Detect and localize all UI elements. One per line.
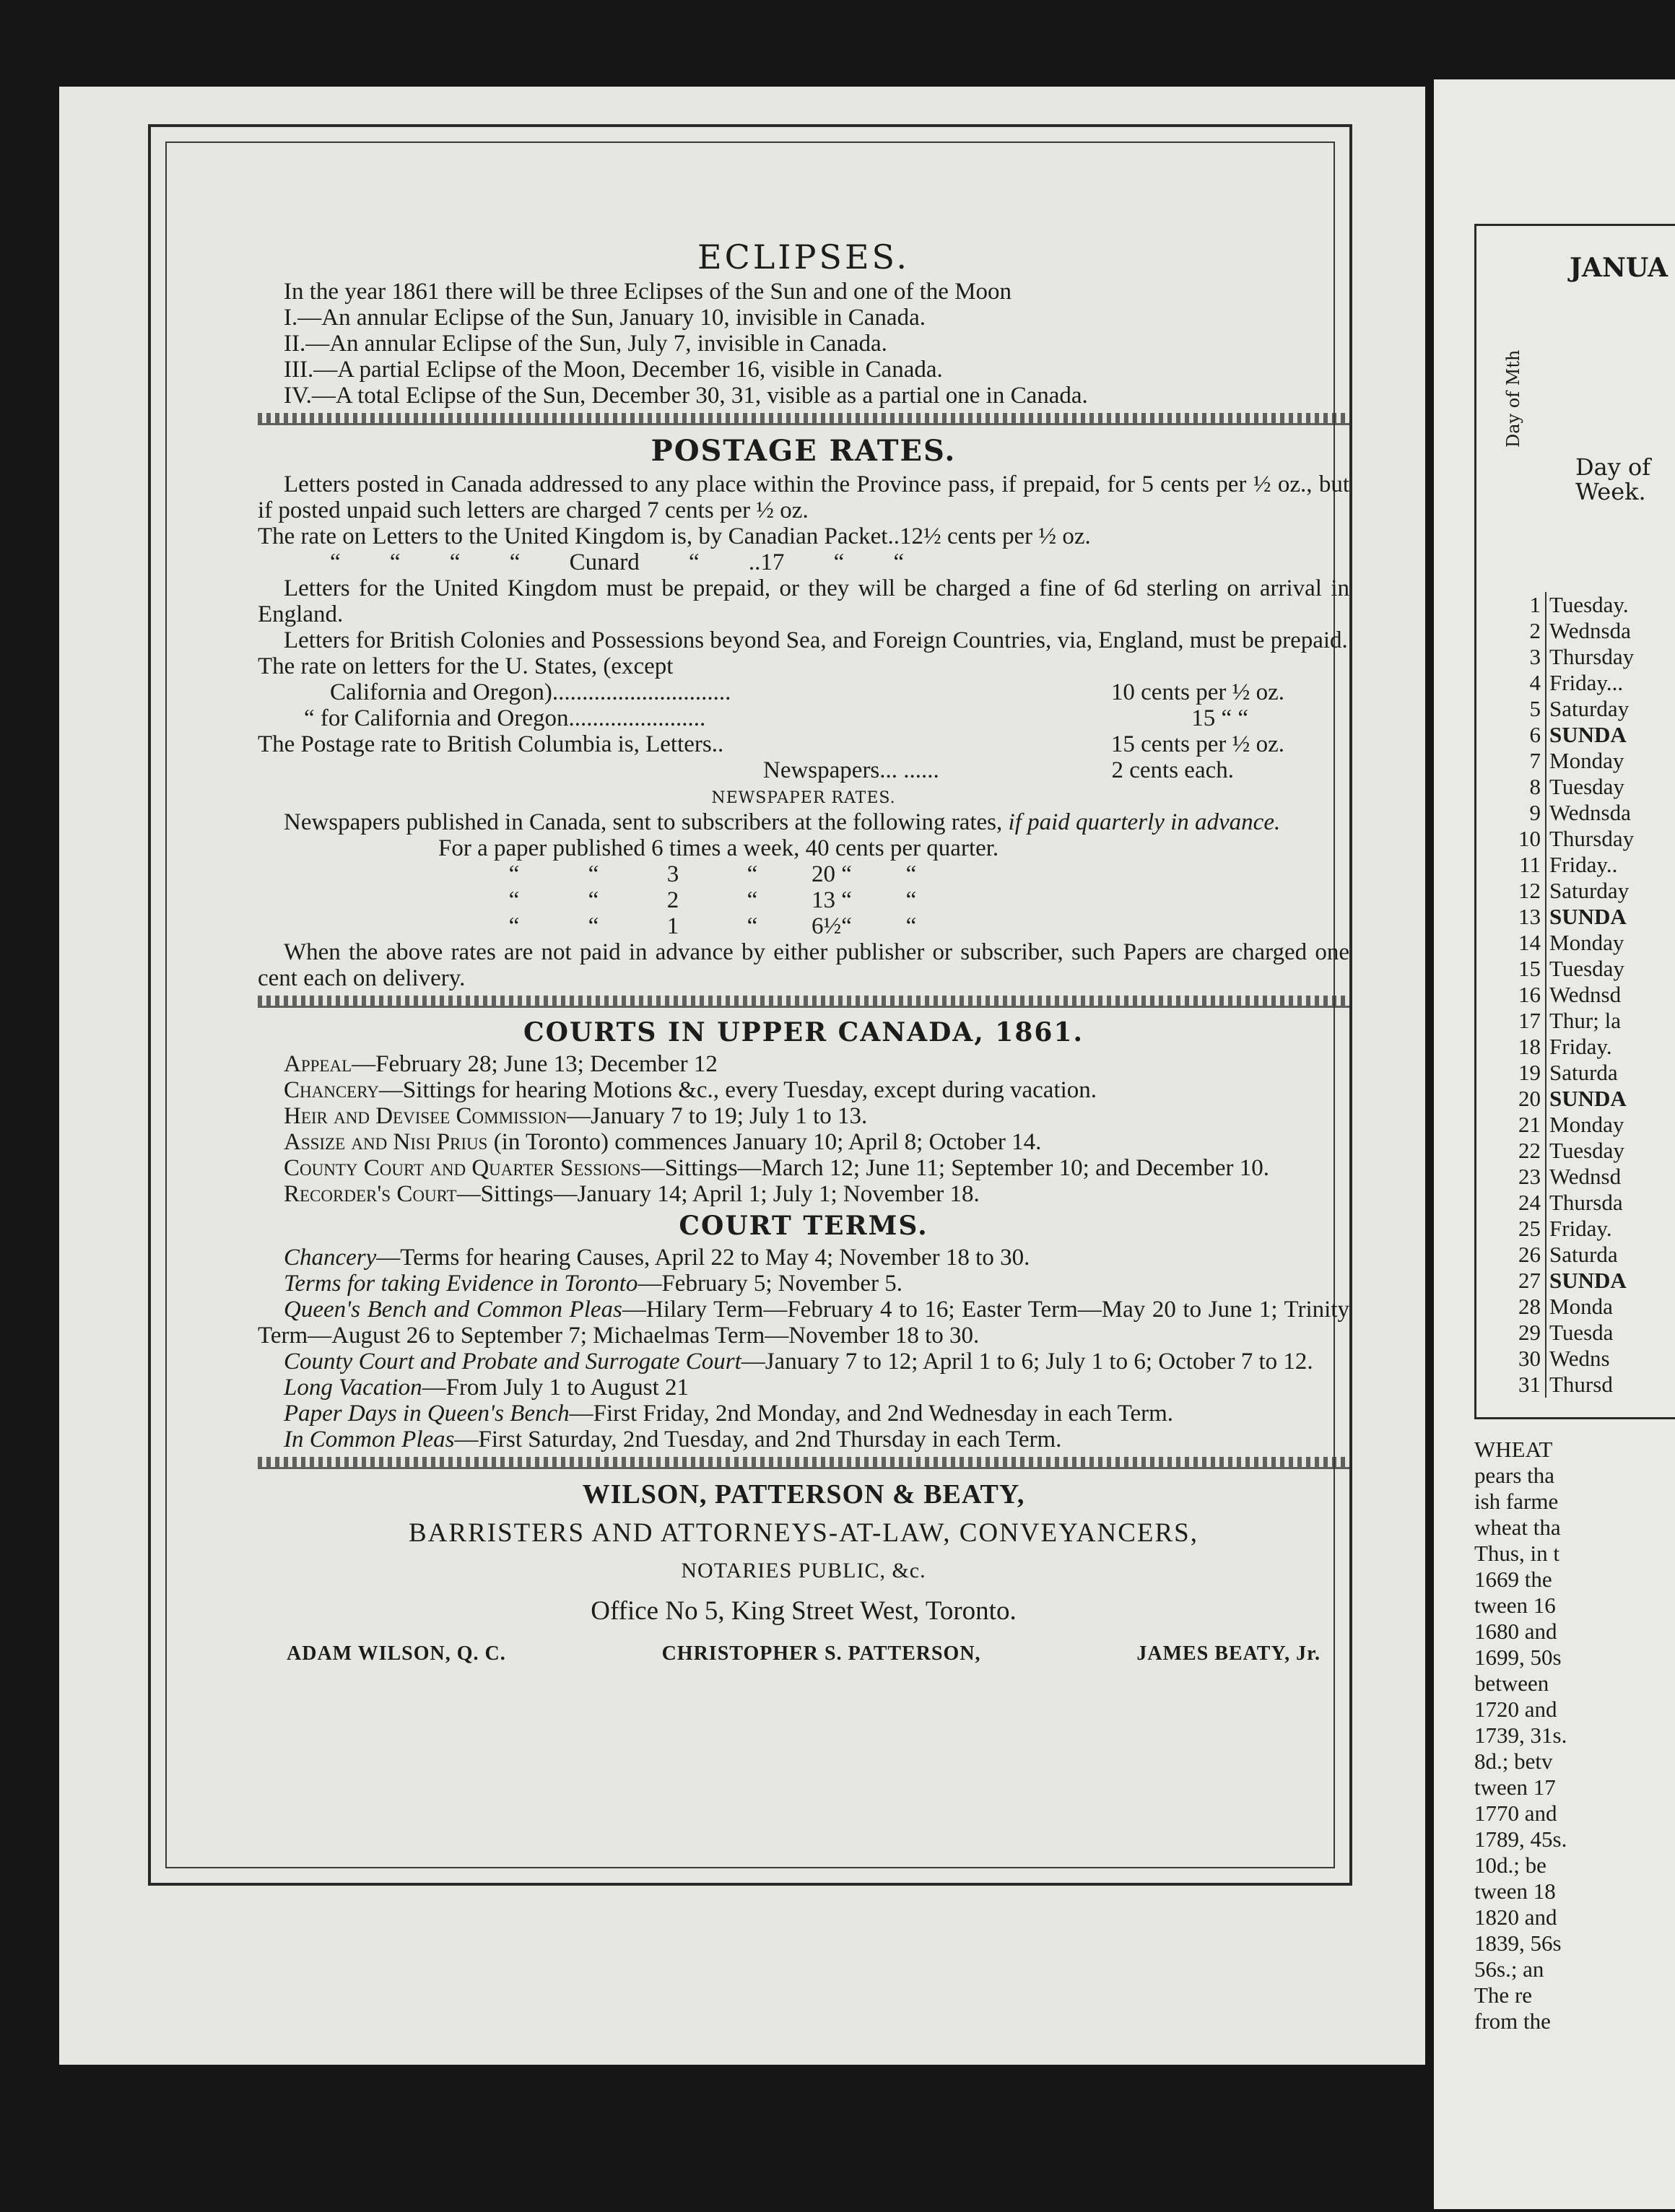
calendar-row (1477, 826, 1675, 852)
calendar-day-number: 3 (1477, 644, 1546, 670)
eclipse-item: II.—An annular Eclipse of the Sun, July 7, invisible in Canada. (284, 331, 887, 357)
wheat-article-line: WHEAT (1474, 1437, 1553, 1462)
courts-list (258, 1051, 1349, 1207)
calendar-day-number: 19 (1477, 1060, 1546, 1086)
term-dates: —Hilary Term—February 4 to 16; Easter Term—May 20 to June 1; Trinity Term—August 26 to September 7; Michaelmas Term—November 18 to 30. (258, 1297, 1349, 1349)
wheat-article-line: 1669 the (1474, 1567, 1552, 1592)
rate-cell: “ (747, 887, 758, 913)
newspaper-paragraph: When the above rates are not paid in advance by either publisher or subscriber, such Papers are charged one cent each on delivery. (258, 939, 1349, 991)
calendar-day-number: 5 (1477, 696, 1546, 722)
rate-cell: “ (905, 887, 917, 913)
calendar-day-number: 17 (1477, 1008, 1546, 1034)
wheat-article-line: 8d.; betv (1474, 1749, 1553, 1774)
calendar-weekday: SUNDA (1549, 1086, 1627, 1111)
court-entry (258, 1181, 1349, 1207)
calendar-row (1477, 1138, 1675, 1164)
newspaper-rate-row (258, 887, 1349, 913)
calendar-row (1477, 852, 1675, 878)
divider (258, 413, 1349, 425)
calendar-weekday: Thursda (1549, 1190, 1623, 1215)
wheat-article-line: 1770 and (1474, 1800, 1557, 1826)
firm-notaries: NOTARIES PUBLIC, &c. (681, 1559, 926, 1582)
term-dates: —First Friday, 2nd Monday, and 2nd Wednesday in each Term. (569, 1401, 1174, 1427)
term-dates: —Terms for hearing Causes, April 22 to May 4; November 18 to 30. (376, 1245, 1030, 1271)
court-terms-heading: COURT TERMS. (679, 1211, 928, 1241)
wheat-article-line: 1680 and (1474, 1619, 1557, 1644)
rate-cell: “ (747, 913, 758, 939)
calendar-row (1477, 982, 1675, 1008)
court-dates: (in Toronto) commences January 10; April 8; October 14. (487, 1129, 1042, 1155)
term-name: County Court and Probate and Surrogate Court (284, 1349, 741, 1375)
eclipse-item: IV.—A total Eclipse of the Sun, December 30, 31, visible as a partial one in Canada. (284, 383, 1088, 409)
right-page (1434, 79, 1675, 2209)
rate-cell: 1 (666, 913, 679, 939)
firm-office-address: Office No 5, King Street West, Toronto. (591, 1596, 1017, 1626)
rate-cell: 3 (666, 861, 679, 887)
calendar-weekday: Monday (1549, 748, 1624, 773)
calendar-row (1477, 592, 1675, 618)
postage-rate-line (258, 757, 1349, 783)
term-entry (258, 1375, 1349, 1401)
divider (258, 1457, 1349, 1469)
court-name: Assize and Nisi Prius (284, 1129, 488, 1155)
wheat-article-line: 10d.; be (1474, 1852, 1546, 1878)
calendar-day-number: 30 (1477, 1346, 1546, 1372)
newspaper-rate-row (258, 913, 1349, 939)
rate-cell: “ (508, 861, 520, 887)
calendar-weekday: SUNDA (1549, 1268, 1627, 1293)
calendar-weekday: Thur; la (1549, 1008, 1621, 1033)
postage-rate-line (258, 731, 1349, 757)
calendar-day-number: 21 (1477, 1112, 1546, 1138)
calendar-day-number: 1 (1477, 592, 1546, 618)
court-entry (258, 1051, 1349, 1077)
wheat-article (1474, 1437, 1675, 2034)
rate-value: 15 cents per ½ oz. (1110, 731, 1284, 757)
wheat-article-line: 1699, 50s (1474, 1645, 1562, 1670)
calendar-weekday: Wedns (1549, 1346, 1610, 1371)
calendar-day-number: 27 (1477, 1268, 1546, 1294)
calendar-weekday: Wednsda (1549, 800, 1631, 825)
almanac-page-content (258, 235, 1349, 1667)
partner-name: JAMES BEATY, Jr. (1136, 1642, 1321, 1665)
calendar-day-number: 9 (1477, 800, 1546, 826)
rate-cell: 13 “ (812, 887, 852, 913)
calendar-row (1477, 930, 1675, 956)
postage-ditto-line: “ “ “ “ Cunard “ ..17 “ “ (330, 549, 905, 575)
calendar-day-number: 23 (1477, 1164, 1546, 1190)
calendar-row (1477, 956, 1675, 982)
calendar-day-number: 29 (1477, 1320, 1546, 1346)
calendar-weekday: Saturda (1549, 1242, 1618, 1267)
court-entry (258, 1077, 1349, 1103)
calendar-row (1477, 1112, 1675, 1138)
term-dates: —February 5; November 5. (638, 1271, 903, 1297)
rate-cell: 2 (666, 887, 679, 913)
eclipses-intro: In the year 1861 there will be three Eclipses of the Sun and one of the Moon (284, 279, 1012, 305)
calendar-row (1477, 1190, 1675, 1216)
eclipse-item: I.—An annular Eclipse of the Sun, January 10, invisible in Canada. (284, 305, 926, 331)
calendar-day-number: 7 (1477, 748, 1546, 774)
wheat-article-line: tween 17 (1474, 1775, 1556, 1800)
calendar-weekday: Wednsda (1549, 618, 1631, 643)
calendar-row (1477, 1294, 1675, 1320)
court-dates: —Sittings—January 14; April 1; July 1; November 18. (456, 1181, 980, 1207)
wheat-article-line: wheat tha (1474, 1515, 1561, 1540)
term-name: Terms for taking Evidence in Toronto (284, 1271, 638, 1297)
wheat-article-line: 1820 and (1474, 1904, 1557, 1930)
court-entry (258, 1103, 1349, 1129)
calendar-month-title: JANUA (1570, 253, 1669, 283)
calendar-weekday: Monday (1549, 1112, 1624, 1137)
calendar-day-number: 18 (1477, 1034, 1546, 1060)
calendar-row (1477, 748, 1675, 774)
calendar-day-number: 28 (1477, 1294, 1546, 1320)
rate-cell: “ (508, 913, 520, 939)
term-entry (258, 1349, 1349, 1375)
calendar-row (1477, 1372, 1675, 1398)
rate-cell: “ (588, 861, 599, 887)
calendar-weekday: Thursd (1549, 1372, 1613, 1397)
term-dates: —First Saturday, 2nd Tuesday, and 2nd Thursday in each Term. (454, 1427, 1062, 1453)
wheat-article-line: 1789, 45s. (1474, 1826, 1567, 1852)
rate-cell: “ (747, 861, 758, 887)
calendar-day-number: 31 (1477, 1372, 1546, 1398)
calendar-day-number: 26 (1477, 1242, 1546, 1268)
eclipses-list (258, 305, 1349, 409)
rate-value: 15 “ “ (1191, 705, 1248, 731)
calendar-weekday: Friday.. (1549, 852, 1618, 877)
calendar-weekday: Friday. (1549, 1034, 1612, 1059)
calendar-day-number: 6 (1477, 722, 1546, 748)
court-name: Recorder's Court (284, 1181, 457, 1207)
wheat-article-line: from the (1474, 2008, 1551, 2034)
term-name: In Common Pleas (284, 1427, 455, 1453)
rate-cell: “ (588, 913, 599, 939)
term-name: Queen's Bench and Common Pleas (284, 1297, 622, 1323)
calendar-weekday: Wednsd (1549, 1164, 1622, 1189)
postage-rate-line (258, 705, 1349, 731)
newspaper-paragraph (258, 809, 1349, 835)
calendar-weekday: SUNDA (1549, 904, 1627, 929)
term-dates: —From July 1 to August 21 (422, 1375, 689, 1401)
term-name: Chancery (284, 1245, 377, 1271)
calendar-col-day-of-week: Day of Week. (1575, 453, 1651, 505)
firm-name: WILSON, PATTERSON & BEATY, (582, 1479, 1025, 1510)
firm-partners (258, 1634, 1349, 1667)
calendar-row (1477, 618, 1675, 644)
term-entry (258, 1427, 1349, 1453)
postage-paragraph: Letters for the United Kingdom must be prepaid, or they will be charged a fine of 6d sterling on arrival in England. (258, 575, 1349, 627)
divider (258, 996, 1349, 1008)
wheat-article-line: ish farme (1474, 1489, 1559, 1514)
calendar-row (1477, 696, 1675, 722)
calendar-row (1477, 722, 1675, 748)
calendar-day-number: 4 (1477, 670, 1546, 696)
court-dates: —Sittings—March 12; June 11; September 10; and December 10. (640, 1155, 1270, 1181)
term-entry (258, 1245, 1349, 1271)
calendar-weekday: Monday (1549, 930, 1624, 955)
newspaper-text: Newspapers published in Canada, sent to subscribers at the following rates, (284, 809, 1003, 835)
calendar-day-number: 8 (1477, 774, 1546, 800)
wheat-article-line: 56s.; an (1474, 1956, 1544, 1982)
calendar-day-number: 16 (1477, 982, 1546, 1008)
calendar-day-number: 11 (1477, 852, 1546, 878)
calendar-day-number: 13 (1477, 904, 1546, 930)
calendar-weekday: Tuesday (1549, 774, 1624, 799)
rate-label: California and Oregon).............................. (330, 679, 731, 705)
calendar-day-number: 12 (1477, 878, 1546, 904)
firm-advertisement (258, 1475, 1349, 1667)
calendar-weekday: Tuesday (1549, 1138, 1624, 1163)
wheat-article-line: pears tha (1474, 1463, 1555, 1488)
term-name: Long Vacation (284, 1375, 422, 1401)
wheat-article-line: tween 18 (1474, 1878, 1556, 1904)
eclipses-heading: ECLIPSES. (697, 238, 910, 276)
rate-label: The Postage rate to British Columbia is, Letters.. (258, 731, 724, 757)
calendar-weekday: Monda (1549, 1294, 1613, 1319)
calendar-weekday: SUNDA (1549, 722, 1627, 747)
rate-cell: 6½“ (812, 913, 852, 939)
calendar-day-number: 25 (1477, 1216, 1546, 1242)
court-name: Heir and Devisee Commission (284, 1103, 567, 1129)
calendar-day-number: 20 (1477, 1086, 1546, 1112)
calendar-weekday: Friday... (1549, 670, 1624, 695)
calendar-day-number: 10 (1477, 826, 1546, 852)
calendar-row (1477, 1164, 1675, 1190)
calendar-weekday: Thursday (1549, 644, 1635, 669)
calendar-row (1477, 774, 1675, 800)
rate-cell: “ (905, 861, 917, 887)
calendar-weekday: Tuesda (1549, 1320, 1614, 1345)
calendar-row (1477, 1086, 1675, 1112)
term-entry (258, 1297, 1349, 1349)
calendar-weekday: Saturda (1549, 1060, 1618, 1085)
court-entry (258, 1155, 1349, 1181)
calendar-day-number: 22 (1477, 1138, 1546, 1164)
rate-value: 2 cents each. (1111, 757, 1234, 783)
term-entry (258, 1271, 1349, 1297)
partner-name: CHRISTOPHER S. PATTERSON, (661, 1642, 981, 1665)
court-name: Chancery (284, 1077, 379, 1103)
partner-name: ADAM WILSON, Q. C. (287, 1642, 506, 1665)
court-dates: —Sittings for hearing Motions &c., every Tuesday, except during vacation. (378, 1077, 1097, 1103)
wheat-article-line: between (1474, 1671, 1549, 1696)
calendar-row (1477, 1060, 1675, 1086)
rate-cell: 20 “ (812, 861, 852, 887)
firm-profession: BARRISTERS AND ATTORNEYS-AT-LAW, CONVEYANCERS, (409, 1518, 1198, 1548)
calendar-weekday: Friday. (1549, 1216, 1612, 1241)
court-dates: —January 7 to 19; July 1 to 13. (567, 1103, 868, 1129)
court-dates: —February 28; June 13; December 12 (352, 1051, 718, 1077)
calendar-day-number: 2 (1477, 618, 1546, 644)
court-entry (258, 1129, 1349, 1155)
rate-cell: “ (905, 913, 917, 939)
calendar-row (1477, 1034, 1675, 1060)
calendar-row (1477, 800, 1675, 826)
calendar-day-number: 15 (1477, 956, 1546, 982)
term-dates: —January 7 to 12; April 1 to 6; July 1 to 6; October 7 to 12. (741, 1349, 1313, 1375)
calendar-weekday: Wednsd (1549, 982, 1622, 1007)
court-terms-list (258, 1245, 1349, 1453)
postage-paragraph: Letters posted in Canada addressed to any place within the Province pass, if prepaid, for 5 cents per ½ oz., but if posted unpaid such letters are charged 7 cents per ½ oz. (258, 471, 1349, 523)
calendar-row (1477, 1320, 1675, 1346)
rate-label: Newspapers... ...... (763, 757, 939, 783)
calendar-row (1477, 644, 1675, 670)
calendar-weekday: Tuesday. (1549, 592, 1629, 617)
postage-paragraph: Letters for British Colonies and Possessions beyond Sea, and Foreign Countries, via, England, must be prepaid. (284, 627, 1348, 653)
calendar-row (1477, 1216, 1675, 1242)
wheat-article-line: Thus, in t (1474, 1541, 1559, 1566)
newspaper-rate-intro: For a paper published 6 times a week, 40 cents per quarter. (438, 835, 999, 861)
newspaper-rate-row (258, 861, 1349, 887)
calendar-row (1477, 1346, 1675, 1372)
wheat-article-line: 1839, 56s (1474, 1930, 1562, 1956)
eclipse-item: III.—A partial Eclipse of the Moon, December 16, visible in Canada. (284, 357, 943, 383)
calendar-weekday: Saturday (1549, 696, 1630, 721)
calendar-row (1477, 1008, 1675, 1034)
calendar-rows (1477, 592, 1675, 1398)
court-name: Appeal (284, 1051, 352, 1077)
calendar-day-number: 24 (1477, 1190, 1546, 1216)
postage-paragraph: The rate on letters for the U. States, (except (258, 653, 674, 679)
wheat-article-line: tween 16 (1474, 1593, 1556, 1618)
calendar-weekday: Tuesday (1549, 956, 1624, 981)
court-name: County Court and Quarter Sessions (284, 1155, 641, 1181)
newspaper-rates-heading: NEWSPAPER RATES. (711, 789, 896, 807)
newspaper-text-italic: if paid quarterly in advance. (1008, 809, 1281, 835)
rate-cell: “ (508, 887, 520, 913)
postage-rate-line (258, 679, 1349, 705)
calendar-weekday: Thursday (1549, 826, 1635, 851)
rate-cell: “ (588, 887, 599, 913)
term-entry (258, 1401, 1349, 1427)
calendar-day-number: 14 (1477, 930, 1546, 956)
calendar-row (1477, 904, 1675, 930)
wheat-article-line: 1739, 31s. (1474, 1723, 1567, 1748)
wheat-article-line: 1720 and (1474, 1697, 1557, 1722)
term-name: Paper Days in Queen's Bench (284, 1401, 570, 1427)
wheat-article-line: The re (1474, 1982, 1533, 2008)
calendar-row (1477, 878, 1675, 904)
calendar-row (1477, 1268, 1675, 1294)
postage-paragraph: The rate on Letters to the United Kingdom is, by Canadian Packet..12½ cents per ½ oz. (258, 523, 1091, 549)
rate-label: “ for California and Oregon....................... (304, 705, 706, 731)
postage-heading: POSTAGE RATES. (651, 434, 957, 468)
calendar-col-day-of-month: Day of Mth (1503, 349, 1523, 448)
calendar-row (1477, 1242, 1675, 1268)
courts-heading: COURTS IN UPPER CANADA, 1861. (523, 1017, 1084, 1048)
rate-value: 10 cents per ½ oz. (1110, 679, 1284, 705)
calendar-weekday: Saturday (1549, 878, 1630, 903)
calendar-row (1477, 670, 1675, 696)
